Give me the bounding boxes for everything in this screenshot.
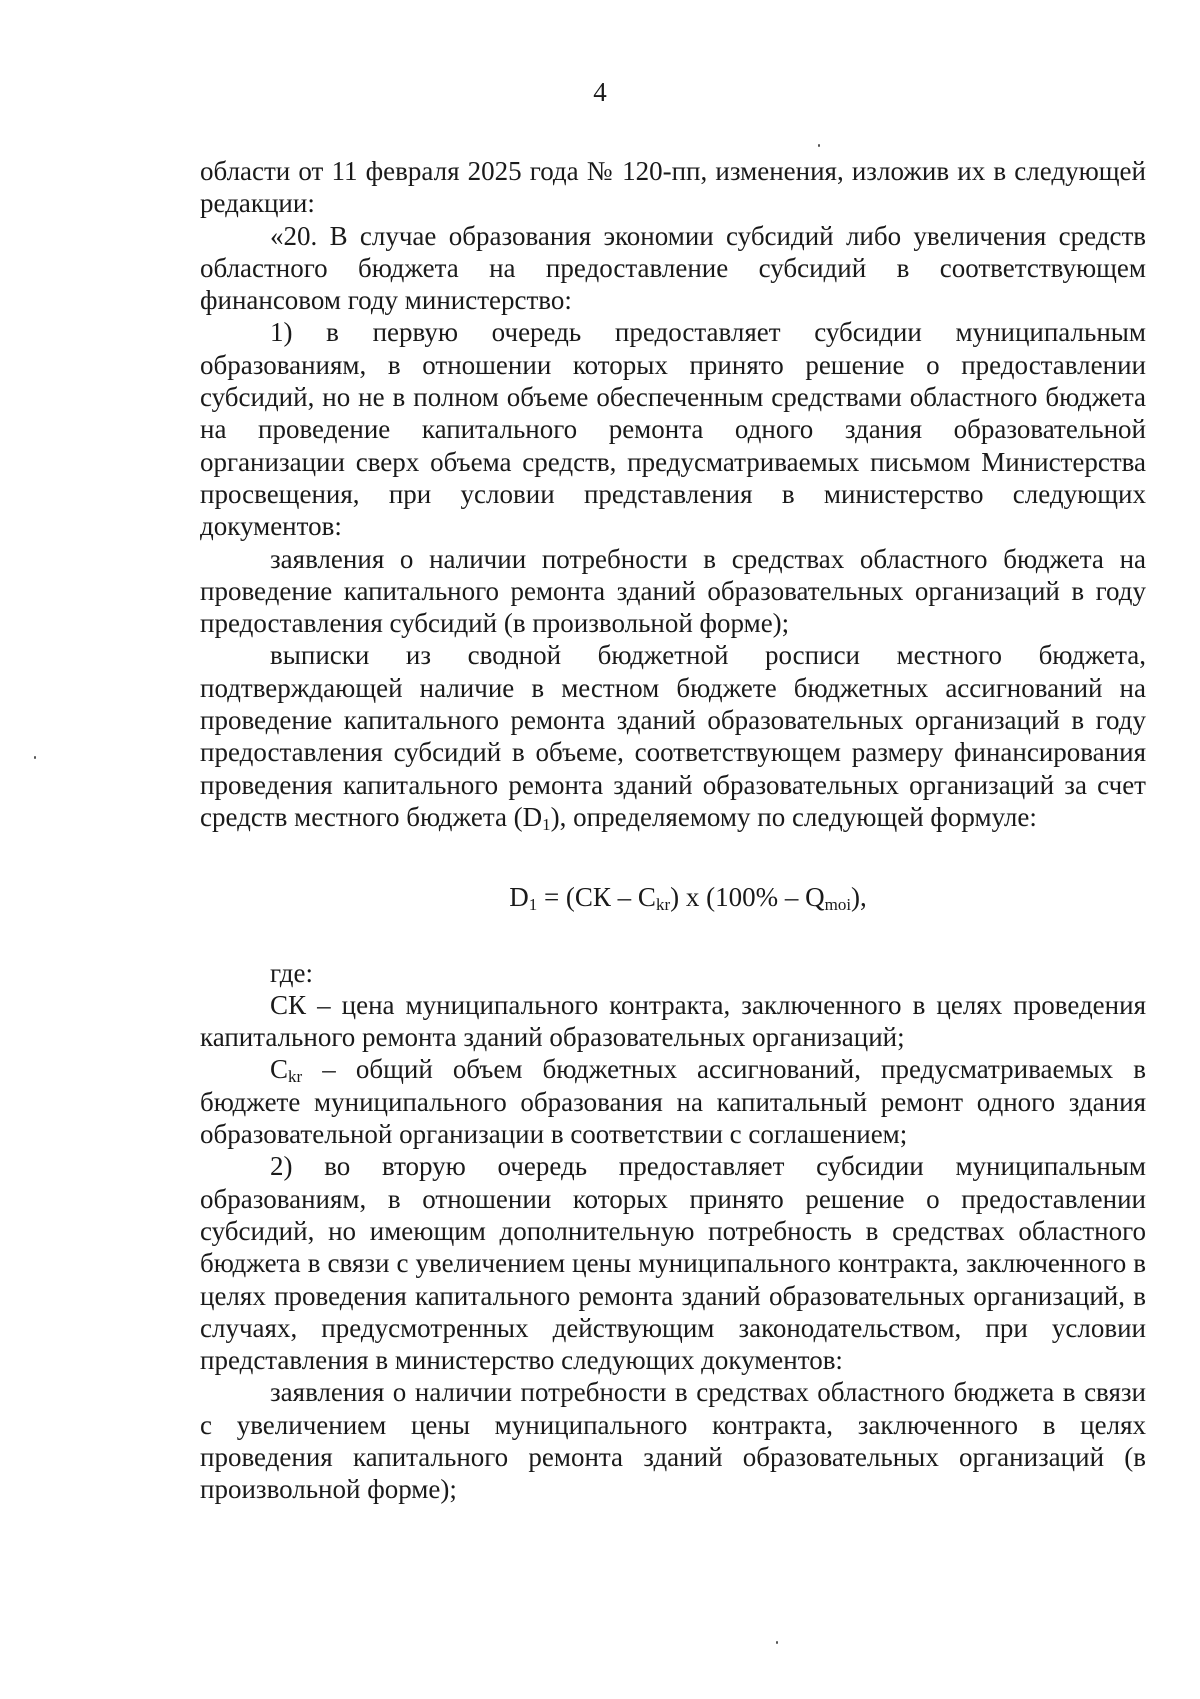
extract-text-a: выписки из сводной бюджетной росписи местного бюджета, подтверждающей наличие в местном бюджете бюджетных ассигнований на проведение капитального ремонта зданий образовательных организаций в году предоставления субсидий в объеме, соответствующем размеру финансирования проведения капитального ремонта зданий образовательных организаций за счет средств местного бюджета (D: [200, 640, 1146, 832]
ckr-letter: С: [270, 1054, 289, 1085]
paragraph-subitem-1: 1) в первую очередь предоставляет субсидии муниципальным образованиям, в отношении которых принято решение о предоставлении субсидий, но не в полном объеме обеспеченным средствами областного бюджета на проведение капитального ремонта одного здания образовательной организации сверх объема средств, предусматриваемых письмом Министерства просвещения, при условии представления в министерство следующих документов:: [200, 317, 1146, 542]
ckr-subscript: kr: [288, 1067, 303, 1087]
formula-c-subscript: kr: [655, 895, 671, 915]
paragraph-definition-sk: СК – цена муниципального контракта, заключенного в целях проведения капитального ремонта зданий образовательных организаций;: [200, 989, 1146, 1053]
formula-d: D: [509, 882, 529, 913]
formula-part-1: = (СК – С: [537, 882, 656, 913]
document-body: [200, 155, 1146, 1506]
page-number: 4: [593, 77, 607, 107]
formula-end: ),: [851, 882, 867, 913]
scan-speck: [776, 1641, 778, 1644]
formula-d-subscript: 1: [528, 895, 538, 915]
paragraph-application: заявления о наличии потребности в средствах областного бюджета на проведение капитального ремонта зданий образовательных организаций в году предоставления субсидий (в произвольной форме);: [200, 543, 1146, 639]
paragraph-where: где:: [270, 957, 313, 988]
paragraph-intro: области от 11 февраля 2025 года № 120-пп, изменения, изложив их в следующей редакции:: [200, 156, 1146, 219]
formula-part-2: ) х (100% – Q: [670, 882, 825, 913]
paragraph-item-20: «20. В случае образования экономии субсидий либо увеличения средств областного бюджета на предоставление субсидий в соответствующем финансовом году министерство:: [200, 220, 1146, 316]
extract-text-b: ), определяемому по следующей формуле:: [550, 801, 1037, 832]
paragraph-application-2: заявления о наличии потребности в средствах областного бюджета в связи с увеличением цены муниципального контракта, заключенного в целях проведения капитального ремонта зданий образовательных организаций (в произвольной форме);: [200, 1377, 1146, 1505]
formula: [200, 881, 1146, 913]
formula-q-subscript: moi: [824, 895, 852, 915]
extract-subscript: 1: [542, 814, 551, 834]
paragraph-definition-ckr: [200, 1053, 1146, 1150]
scan-speck: [818, 144, 820, 147]
scan-speck: [34, 756, 36, 759]
paragraph-extract: [200, 639, 1146, 833]
ckr-text: – общий объем бюджетных ассигнований, предусматриваемых в бюджете муниципального образования на капитальный ремонт одного здания образовательной организации в соответствии с соглашением;: [200, 1054, 1146, 1150]
paragraph-subitem-2: 2) во вторую очередь предоставляет субсидии муниципальным образованиям, в отношении которых принято решение о предоставлении субсидий, но имеющим дополнительную потребность в средствах областного бюджета в связи с увеличением цены муниципального контракта, заключенного в целях проведения капитального ремонта зданий образовательных организаций, в случаях, предусмотренных действующим законодательством, при условии представления в министерство следующих документов:: [200, 1151, 1146, 1376]
